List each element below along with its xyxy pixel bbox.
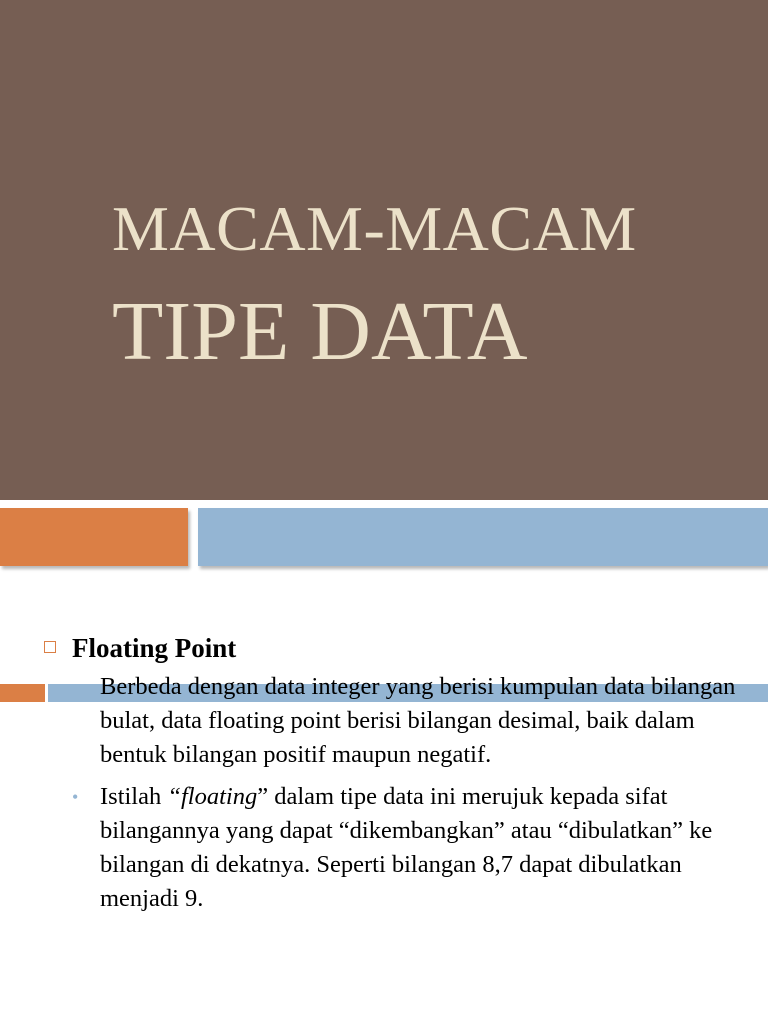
dot-bullet-icon: •: [72, 677, 79, 697]
slide-title-line2: TIPE DATA: [112, 285, 528, 378]
text-pre: Istilah: [100, 783, 168, 810]
text-emphasis: “floating: [167, 783, 258, 810]
sub-bullet: [72, 780, 744, 916]
accent-stripe-orange: [0, 684, 45, 702]
bullet-heading: [44, 630, 744, 666]
accent-band-orange: [0, 508, 188, 566]
dot-bullet-icon: •: [72, 787, 79, 807]
sub-bullet: [72, 670, 744, 772]
text-post: ” dalam tipe data ini merujuk kepada sifat bilangannya yang dapat “dikembangkan” atau “dibulatkan” ke bilangan di dekatnya. Seperti bilangan 8,7 dapat dibulatkan menjadi 9.: [100, 783, 713, 912]
title-banner: [0, 0, 768, 500]
slide-body: [44, 630, 744, 916]
slide-title-line1: MACAM-MACAM: [112, 193, 637, 264]
sub-bullet-text: [100, 780, 744, 916]
section-heading: Floating Point: [72, 633, 237, 663]
accent-band-blue: [198, 508, 768, 566]
square-bullet-icon: [44, 641, 56, 653]
sub-bullet-text: Berbeda dengan data integer yang berisi kumpulan data bilangan bulat, data floating point berisi bilangan desimal, baik dalam bentuk bilangan positif maupun negatif.: [100, 673, 736, 768]
